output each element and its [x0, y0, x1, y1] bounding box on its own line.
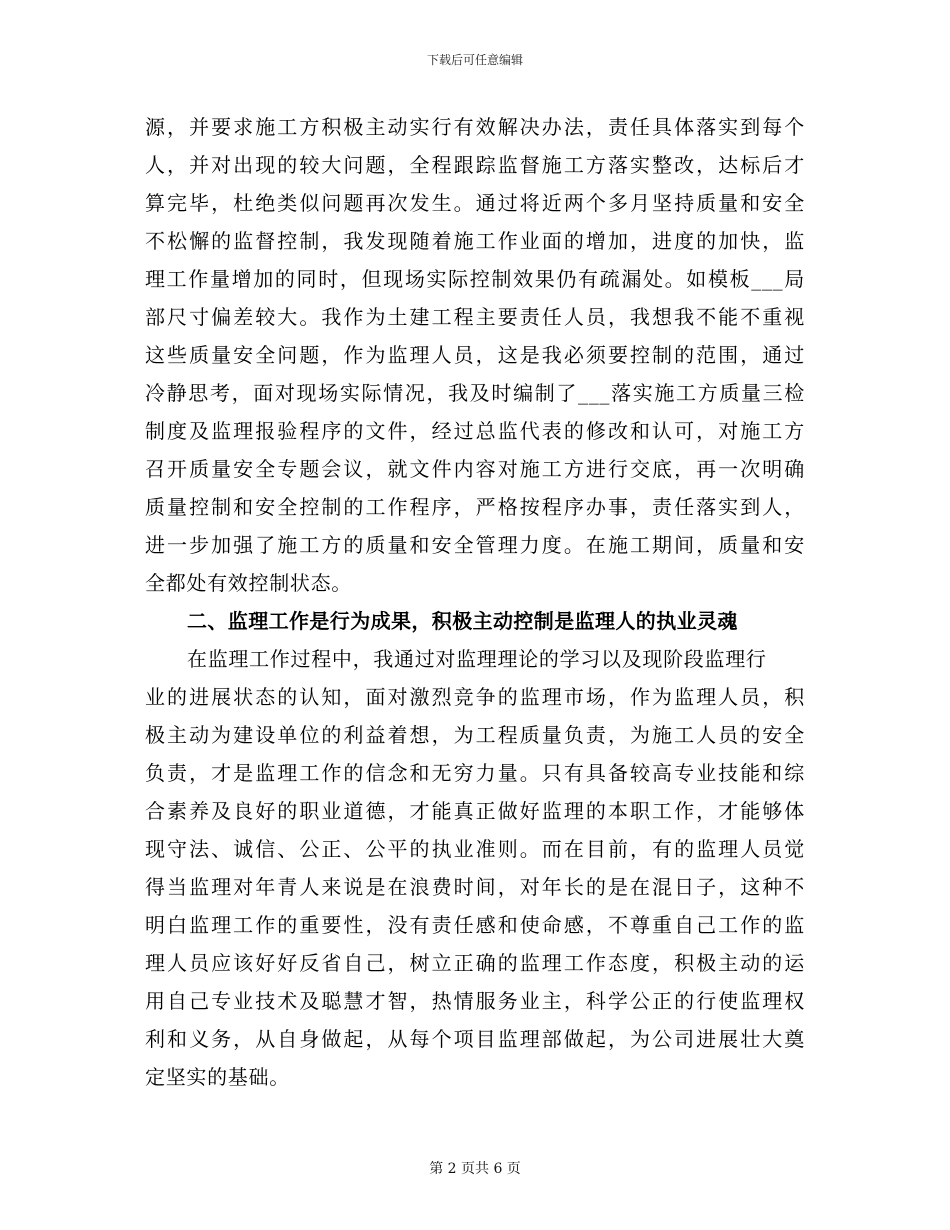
- section-heading: 二、监理工作是行为成果，积极主动控制是监理人的执业灵魂: [187, 609, 738, 633]
- text-line: 现守法、诚信、公正、公平的执业准则。而在目前，有的监理人员觉: [145, 837, 805, 861]
- text-line: 利和义务，从自身做起，从每个项目监理部做起，为公司进展壮大奠: [145, 1027, 805, 1051]
- text-line: 算完毕，杜绝类似问题再次发生。通过将近两个多月坚持质量和安全: [145, 191, 805, 215]
- document-body: [145, 108, 805, 1096]
- text-line: 理工作量增加的同时，但现场实际控制效果仍有疏漏处。如模板___局: [145, 267, 805, 291]
- text-line: 明白监理工作的重要性，没有责任感和使命感，不尊重自己工作的监: [145, 913, 805, 937]
- text-line: 部尺寸偏差较大。我作为土建工程主要责任人员，我想我不能不重视: [145, 305, 805, 329]
- text-line: 在监理工作过程中，我通过对监理理论的学习以及现阶段监理行: [187, 647, 767, 671]
- text-line: 极主动为建设单位的利益着想，为工程质量负责，为施工人员的安全: [145, 723, 805, 747]
- text-line: 负责，才是监理工作的信念和无穷力量。只有具备较高专业技能和综: [145, 761, 805, 785]
- text-line: 召开质量安全专题会议，就文件内容对施工方进行交底，再一次明确: [145, 457, 805, 481]
- text-line: 冷静思考，面对现场实际情况，我及时编制了___落实施工方质量三检: [145, 381, 805, 405]
- text-line: 制度及监理报验程序的文件，经过总监代表的修改和认可，对施工方: [145, 419, 805, 443]
- text-line: 定坚实的基础。: [145, 1065, 290, 1089]
- text-line: 人，并对出现的较大问题，全程跟踪监督施工方落实整改，达标后才: [145, 153, 805, 177]
- text-line: 得当监理对年青人来说是在浪费时间，对年长的是在混日子，这种不: [145, 875, 805, 899]
- text-line: 理人员应该好好反省自己，树立正确的监理工作态度，积极主动的运: [145, 951, 805, 975]
- text-line: 源，并要求施工方积极主动实行有效解决办法，责任具体落实到每个: [145, 115, 805, 139]
- text-line: 合素养及良好的职业道德，才能真正做好监理的本职工作，才能够体: [145, 799, 805, 823]
- text-line: 这些质量安全问题，作为监理人员，这是我必须要控制的范围，通过: [145, 343, 805, 367]
- text-line: 进一步加强了施工方的质量和安全管理力度。在施工期间，质量和安: [145, 533, 805, 557]
- page-header: 下载后可任意编辑: [426, 53, 523, 67]
- page-footer: 第 2 页共 6 页: [429, 1161, 521, 1177]
- text-line: 业的进展状态的认知，面对激烈竞争的监理市场，作为监理人员，积: [145, 685, 805, 709]
- text-line: 不松懈的监督控制，我发现随着施工作业面的增加，进度的加快，监: [145, 229, 805, 253]
- text-line: 质量控制和安全控制的工作程序，严格按程序办事，责任落实到人，: [145, 495, 805, 519]
- text-line: 全都处有效控制状态。: [145, 571, 352, 595]
- text-line: 用自己专业技术及聪慧才智，热情服务业主，科学公正的行使监理权: [145, 989, 805, 1013]
